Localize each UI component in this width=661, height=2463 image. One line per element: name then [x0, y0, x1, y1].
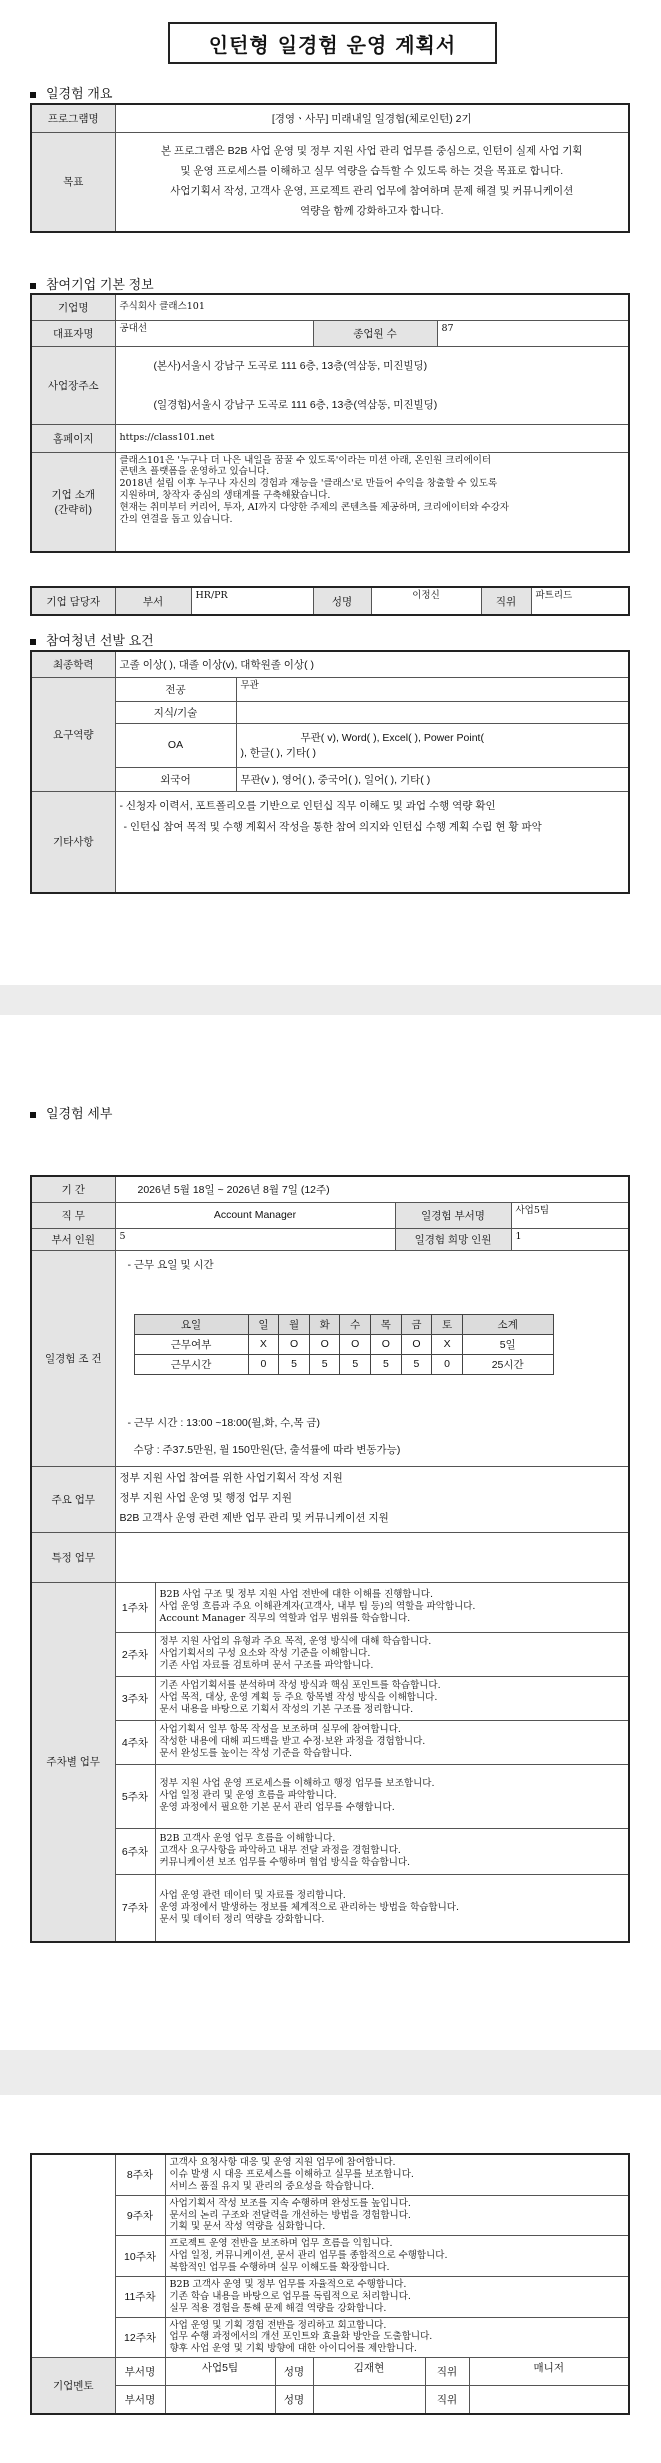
overview-table [30, 103, 630, 233]
week-task-line: 고객사 요구사항을 파악하고 내부 전달 과정을 경험합니다. [159, 1845, 401, 1857]
main-value [115, 1466, 629, 1532]
goal-line: 역량을 함께 강화하고자 합니다. [299, 204, 444, 217]
week-number: 5주차 [115, 1764, 155, 1828]
company-table [30, 293, 630, 553]
page-2 [0, 1015, 661, 2050]
program-label: 프로그램명 [31, 104, 115, 132]
week-task-line: 문서 완성도를 높이는 작성 기준을 학습합니다. [159, 1747, 352, 1759]
week-task-line: 사업기획서의 구성 요소와 작성 기준을 이해합니다. [159, 1648, 371, 1660]
ceo-value: 공대선 [115, 320, 313, 346]
ceo-label: 대표자명 [31, 320, 115, 346]
dept-label: 부서 [115, 587, 191, 615]
week-task-line: 사업 일정 관리 및 운영 흐름을 파악합니다. [159, 1790, 337, 1802]
week-number: 7주차 [115, 1874, 155, 1942]
schedule-header: 소계 [462, 1314, 553, 1334]
schedule-cell: 0 [248, 1354, 279, 1374]
bullet-square-icon [30, 92, 36, 98]
week-task-line: 업무 수행 과정에서의 개선 포인트와 효율화 방안을 도출합니다. [169, 2331, 433, 2343]
weekly-continued-table [30, 2153, 630, 2415]
schedule-cell: 근무시간 [134, 1354, 248, 1374]
oa-line-2: ), 한글( ), 기타( ) [240, 747, 317, 759]
week-task-line: B2B 사업 구조 및 정부 지원 사업 전반에 대한 이해를 진행합니다. [159, 1589, 433, 1601]
page-gap [0, 2050, 661, 2095]
mentor2-position-label: 직위 [425, 2386, 469, 2414]
cond-heading: - 근무 요일 및 시간 [127, 1258, 214, 1271]
week-task-line: 기획 및 문서 작성 역량을 심화합니다. [169, 2221, 326, 2233]
headcount-label: 부서 인원 [31, 1228, 115, 1250]
week-task-line: 기존 사업기획서를 분석하며 작성 방식과 핵심 포인트를 학습합니다. [159, 1680, 441, 1692]
week-number: 2주차 [115, 1632, 155, 1676]
week-task-line: 사업 운영 흐름과 주요 이해관계자(고객사, 내부 팀 등)의 역할을 파악합니다. [159, 1601, 476, 1613]
special-label: 특정 업무 [31, 1532, 115, 1582]
main-line: 정부 지원 사업 참여를 위한 사업기획서 작성 지원 [119, 1472, 343, 1485]
program-value: [경영ㆍ사무] 미래내일 일경험(체로인턴) 2기 [115, 104, 629, 132]
lang-value: 무관(v ), 영어( ), 중국어( ), 일어( ), 기타( ) [236, 767, 629, 791]
oa-label: OA [115, 723, 236, 767]
week-task-line: 커뮤니케이션 보조 업무를 수행하며 협업 방식을 학습합니다. [159, 1856, 411, 1868]
hope-label: 일경험 희망 인원 [395, 1228, 511, 1250]
special-value [115, 1532, 629, 1582]
work-hours: - 근무 시간 : 13:00 ~18:00(월,화, 수,목 금) [127, 1416, 321, 1429]
schedule-header: 월 [279, 1314, 310, 1334]
week-task-line: 운영 과정에서 필요한 기본 문서 관리 업무를 수행합니다. [159, 1801, 395, 1813]
intro-value [115, 452, 629, 552]
cond-label: 일경험 조 건 [31, 1250, 115, 1466]
schedule-cell: 5 [340, 1354, 371, 1374]
oa-line-1: 무관( v), Word( ), Excel( ), Power Point( [300, 732, 484, 744]
intro-line: 2018년 설립 이후 누구나 자신의 경험과 재능을 '클래스'로 만들어 수익을 창출할 수 있도록 [119, 478, 498, 490]
week-task-line: 정부 지원 사업 운영 프로세스를 이해하고 행정 업무를 보조합니다. [159, 1778, 435, 1790]
person-value: 이정신 [371, 587, 481, 615]
week-task-line: Account Manager 직무의 역할과 업무 범위를 학습합니다. [159, 1612, 411, 1624]
week-task-line: 문서 내용을 바탕으로 기획서 작성의 기본 구조를 정리합니다. [159, 1703, 414, 1715]
week-number: 12주차 [115, 2317, 165, 2358]
goal-line: 본 프로그램은 B2B 사업 운영 및 정부 지원 사업 관리 업무를 중심으로, 인턴이 실제 사업 기획 [160, 144, 583, 157]
schedule-cell: O [309, 1334, 340, 1354]
week-tasks [155, 1676, 629, 1720]
main-line: B2B 고객사 운영 관련 제반 업무 관리 및 커뮤니케이션 지원 [119, 1511, 389, 1524]
mentor-position-value: 매니저 [469, 2358, 629, 2386]
week-task-line: 프로젝트 운영 전반을 보조하며 업무 흐름을 익힙니다. [169, 2238, 393, 2250]
address-value [115, 346, 629, 424]
mentor-name-value: 김재현 [313, 2358, 425, 2386]
job-value: Account Manager [115, 1202, 395, 1228]
mentor-dept-label: 부서명 [115, 2358, 165, 2386]
schedule-cell: O [401, 1334, 432, 1354]
major-value: 무관 [236, 677, 629, 701]
goal-line: 및 운영 프로세스를 이해하고 실무 역량을 습득할 수 있도록 하는 것을 목표로 합니다. [180, 164, 564, 177]
section-selection-heading [30, 630, 154, 649]
work-dept-label: 일경험 부서명 [395, 1202, 511, 1228]
mentor2-name-label: 성명 [275, 2386, 313, 2414]
schedule-cell: 5 [279, 1354, 310, 1374]
company-name-value: 주식회사 클래스101 [115, 294, 629, 320]
schedule-header: 금 [401, 1314, 432, 1334]
goal-label: 목표 [31, 132, 115, 232]
schedule-cell: 5일 [462, 1334, 553, 1354]
week-task-line: 기존 학습 내용을 바탕으로 업무를 독립적으로 처리합니다. [169, 2290, 411, 2302]
week-task-line: B2B 고객사 운영 및 정부 업무를 자율적으로 수행합니다. [169, 2278, 407, 2290]
homepage-value[interactable]: https://class101.net [115, 424, 629, 452]
schedule-cell: 5 [309, 1354, 340, 1374]
address-label: 사업장주소 [31, 346, 115, 424]
week-task-line: 운영 과정에서 발생하는 정보를 체계적으로 관리하는 방법을 학습합니다. [159, 1901, 459, 1913]
week-task-line: 사업기획서 일부 항목 작성을 보조하며 실무에 참여합니다. [159, 1724, 401, 1736]
week-task-line: 사업기획서 작성 보조를 지속 수행하며 완성도를 높입니다. [169, 2197, 411, 2209]
schedule-cell: 5 [371, 1354, 402, 1374]
main-line: 정부 지원 사업 운영 및 행정 업무 지원 [119, 1492, 293, 1505]
selection-table [30, 650, 630, 894]
cond-value [115, 1250, 629, 1466]
pay: 수당 : 주37.5만원, 월 150만원(단, 출석률에 따라 변동가능) [133, 1443, 401, 1456]
competency-label: 요구역량 [31, 677, 115, 791]
mentor-position-label: 직위 [425, 2358, 469, 2386]
schedule-cell: X [248, 1334, 279, 1354]
mentor-name-label: 성명 [275, 2358, 313, 2386]
schedule-cell: X [432, 1334, 463, 1354]
headcount-value: 5 [115, 1228, 395, 1250]
section-company-heading [30, 274, 154, 293]
position-label: 직위 [481, 587, 531, 615]
section-company-text: 참여기업 기본 정보 [46, 277, 154, 292]
week-tasks [165, 2236, 629, 2277]
bullet-square-icon [30, 639, 36, 645]
week-tasks [165, 2195, 629, 2236]
week-task-line: 복합적인 업무를 수행하며 실무 이해도를 확장합니다. [169, 2262, 390, 2273]
week-task-line: 사업 운영 관련 데이터 및 자료를 정리합니다. [159, 1889, 346, 1901]
week-number: 9주차 [115, 2195, 165, 2236]
document-title: 인턴형 일경험 운영 계획서 [168, 22, 497, 64]
section-detail-heading [30, 1103, 112, 1122]
major-label: 전공 [115, 677, 236, 701]
mentor-dept-value: 사업5팀 [165, 2358, 275, 2386]
period-label: 기 간 [31, 1176, 115, 1202]
period-value: 2026년 5월 18일 ~ 2026년 8월 7일 (12주) [115, 1176, 629, 1202]
company-name-label: 기업명 [31, 294, 115, 320]
goal-line: 사업기획서 작성, 고객사 운영, 프로젝트 관리 업무에 참여하며 문제 해결 및 커뮤니케이션 [170, 184, 574, 197]
etc-line: - 인턴십 참여 목적 및 수행 계획서 작성을 통한 참여 의지와 인턴십 수행 계획 수립 현 황 파악 [123, 820, 542, 833]
week-tasks [155, 1582, 629, 1632]
lang-label: 외국어 [115, 767, 236, 791]
section-detail-text: 일경험 세부 [46, 1106, 113, 1121]
job-label: 직 무 [31, 1202, 115, 1228]
education-value: 고졸 이상( ), 대졸 이상(v), 대학원졸 이상( ) [115, 651, 629, 677]
week-number: 11주차 [115, 2276, 165, 2317]
week-number: 6주차 [115, 1828, 155, 1874]
etc-line: - 신청자 이력서, 포트폴리오를 기반으로 인턴십 직무 이해도 및 과업 수행 역량 확인 [119, 799, 496, 812]
schedule-cell: 0 [432, 1354, 463, 1374]
week-task-line: 문서의 논리 구조와 전달력을 개선하는 방법을 경험합니다. [169, 2209, 411, 2221]
schedule-header: 화 [309, 1314, 340, 1334]
week-task-line: 문서 및 데이터 정리 역량을 강화합니다. [159, 1913, 325, 1925]
oa-value [236, 723, 629, 767]
schedule-table [134, 1314, 554, 1375]
week-task-line: 서비스 품질 유지 및 관리의 중요성을 학습합니다. [169, 2180, 375, 2192]
week-task-line: B2B 고객사 운영 업무 흐름을 이해합니다. [159, 1833, 336, 1845]
goal-value [115, 132, 629, 232]
schedule-header: 요일 [134, 1314, 248, 1334]
week-task-line: 사업 일정, 커뮤니케이션, 문서 관리 업무를 종합적으로 수행합니다. [169, 2250, 448, 2262]
intro-line: 현재는 취미부터 커리어, 투자, AI까지 다양한 주제의 콘텐츠를 제공하며, 크리에이터와 수강자 [119, 502, 509, 513]
position-value: 파트리드 [531, 587, 629, 615]
week-number: 1주차 [115, 1582, 155, 1632]
week-task-line: 기존 사업 자료를 검토하며 문서 구조를 파악합니다. [159, 1659, 374, 1671]
mentor2-dept-label: 부서명 [115, 2386, 165, 2414]
intro-line: 콘텐츠 플랫폼을 운영하고 있습니다. [119, 466, 270, 478]
etc-value [115, 791, 629, 893]
schedule-cell: 25시간 [462, 1354, 553, 1374]
bullet-square-icon [30, 1112, 36, 1118]
week-number: 10주차 [115, 2236, 165, 2277]
week-task-line: 고객사 요청사항 대응 및 운영 지원 업무에 참여합니다. [169, 2157, 396, 2168]
intro-line: 간의 연결을 돕고 있습니다. [119, 513, 233, 525]
mentor-label: 기업멘토 [31, 2358, 115, 2414]
week-tasks [165, 2154, 629, 2195]
week-number: 3주차 [115, 1676, 155, 1720]
schedule-cell: 근무여부 [134, 1334, 248, 1354]
employees-value: 87 [437, 320, 629, 346]
schedule-cell: O [371, 1334, 402, 1354]
week-task-line: 이슈 발생 시 대응 프로세스를 이해하고 실무를 보조합니다. [169, 2168, 414, 2180]
week-task-line: 실무 적용 경험을 통해 문제 해결 역량을 강화합니다. [169, 2302, 387, 2314]
etc-label: 기타사항 [31, 791, 115, 893]
weekly-continued-label [31, 2154, 115, 2358]
work-dept-value: 사업5팀 [511, 1202, 629, 1228]
intro-line: 지원하며, 창작자 중심의 생태계를 구축해왔습니다. [119, 490, 331, 502]
week-tasks [165, 2317, 629, 2358]
employees-label: 종업원 수 [313, 320, 437, 346]
dept-value: HR/PR [191, 587, 313, 615]
manager-label: 기업 담당자 [31, 587, 115, 615]
section-selection-text: 참여청년 선발 요건 [46, 633, 154, 648]
week-tasks [155, 1632, 629, 1676]
week-task-line: 작성한 내용에 대해 피드백을 받고 수정·보완 과정을 경험합니다. [159, 1736, 426, 1748]
intro-line: 클래스101은 '누구나 더 나은 내일을 꿈꿀 수 있도록'이라는 미션 아래, 온인원 크리에이터 [119, 454, 492, 466]
week-tasks [155, 1874, 629, 1942]
address-line-hq: (본사)서울시 강남구 도곡로 111 6층, 13층(역삼동, 미진빌딩) [153, 360, 428, 372]
schedule-header: 수 [340, 1314, 371, 1334]
weekly-label: 주차별 업무 [31, 1582, 115, 1942]
week-task-line: 사업 목적, 대상, 운영 계획 등 주요 항목별 작성 방식을 이해합니다. [159, 1692, 438, 1704]
schedule-cell: O [340, 1334, 371, 1354]
hope-value: 1 [511, 1228, 629, 1250]
mentor2-dept-value [165, 2386, 275, 2414]
skills-value [236, 701, 629, 723]
week-task-line: 사업 운영 및 기획 경험 전반을 정리하고 회고합니다. [169, 2319, 387, 2331]
page-3 [0, 2095, 661, 2463]
week-tasks [155, 1828, 629, 1874]
week-tasks [155, 1720, 629, 1764]
detail-table [30, 1175, 630, 1943]
manager-table [30, 586, 630, 616]
page-gap [0, 985, 661, 1015]
main-label: 주요 업무 [31, 1466, 115, 1532]
skills-label: 지식/기술 [115, 701, 236, 723]
education-label: 최종학력 [31, 651, 115, 677]
week-tasks [155, 1764, 629, 1828]
schedule-header: 일 [248, 1314, 279, 1334]
schedule-cell: O [279, 1334, 310, 1354]
week-number: 8주차 [115, 2154, 165, 2195]
mentor2-position-value [469, 2386, 629, 2414]
section-overview-heading [30, 83, 112, 102]
intro-label: 기업 소개 (간략히) [31, 452, 115, 552]
week-task-line: 정부 지원 사업의 유형과 주요 목적, 운영 방식에 대해 학습합니다. [159, 1636, 432, 1648]
schedule-header: 목 [371, 1314, 402, 1334]
homepage-label: 홈페이지 [31, 424, 115, 452]
week-task-line: 향후 사업 운영 및 기획 방향에 대한 아이디어를 제안합니다. [169, 2343, 417, 2355]
schedule-cell: 5 [401, 1354, 432, 1374]
section-overview-text: 일경험 개요 [46, 86, 113, 101]
mentor2-name-value [313, 2386, 425, 2414]
bullet-square-icon [30, 283, 36, 289]
week-number: 4주차 [115, 1720, 155, 1764]
address-line-work: (일경험)서울시 강남구 도곡로 111 6층, 13층(역삼동, 미진빌딩) [153, 399, 438, 411]
page-1 [0, 0, 661, 985]
schedule-header: 토 [432, 1314, 463, 1334]
person-label: 성명 [313, 587, 371, 615]
week-tasks [165, 2276, 629, 2317]
